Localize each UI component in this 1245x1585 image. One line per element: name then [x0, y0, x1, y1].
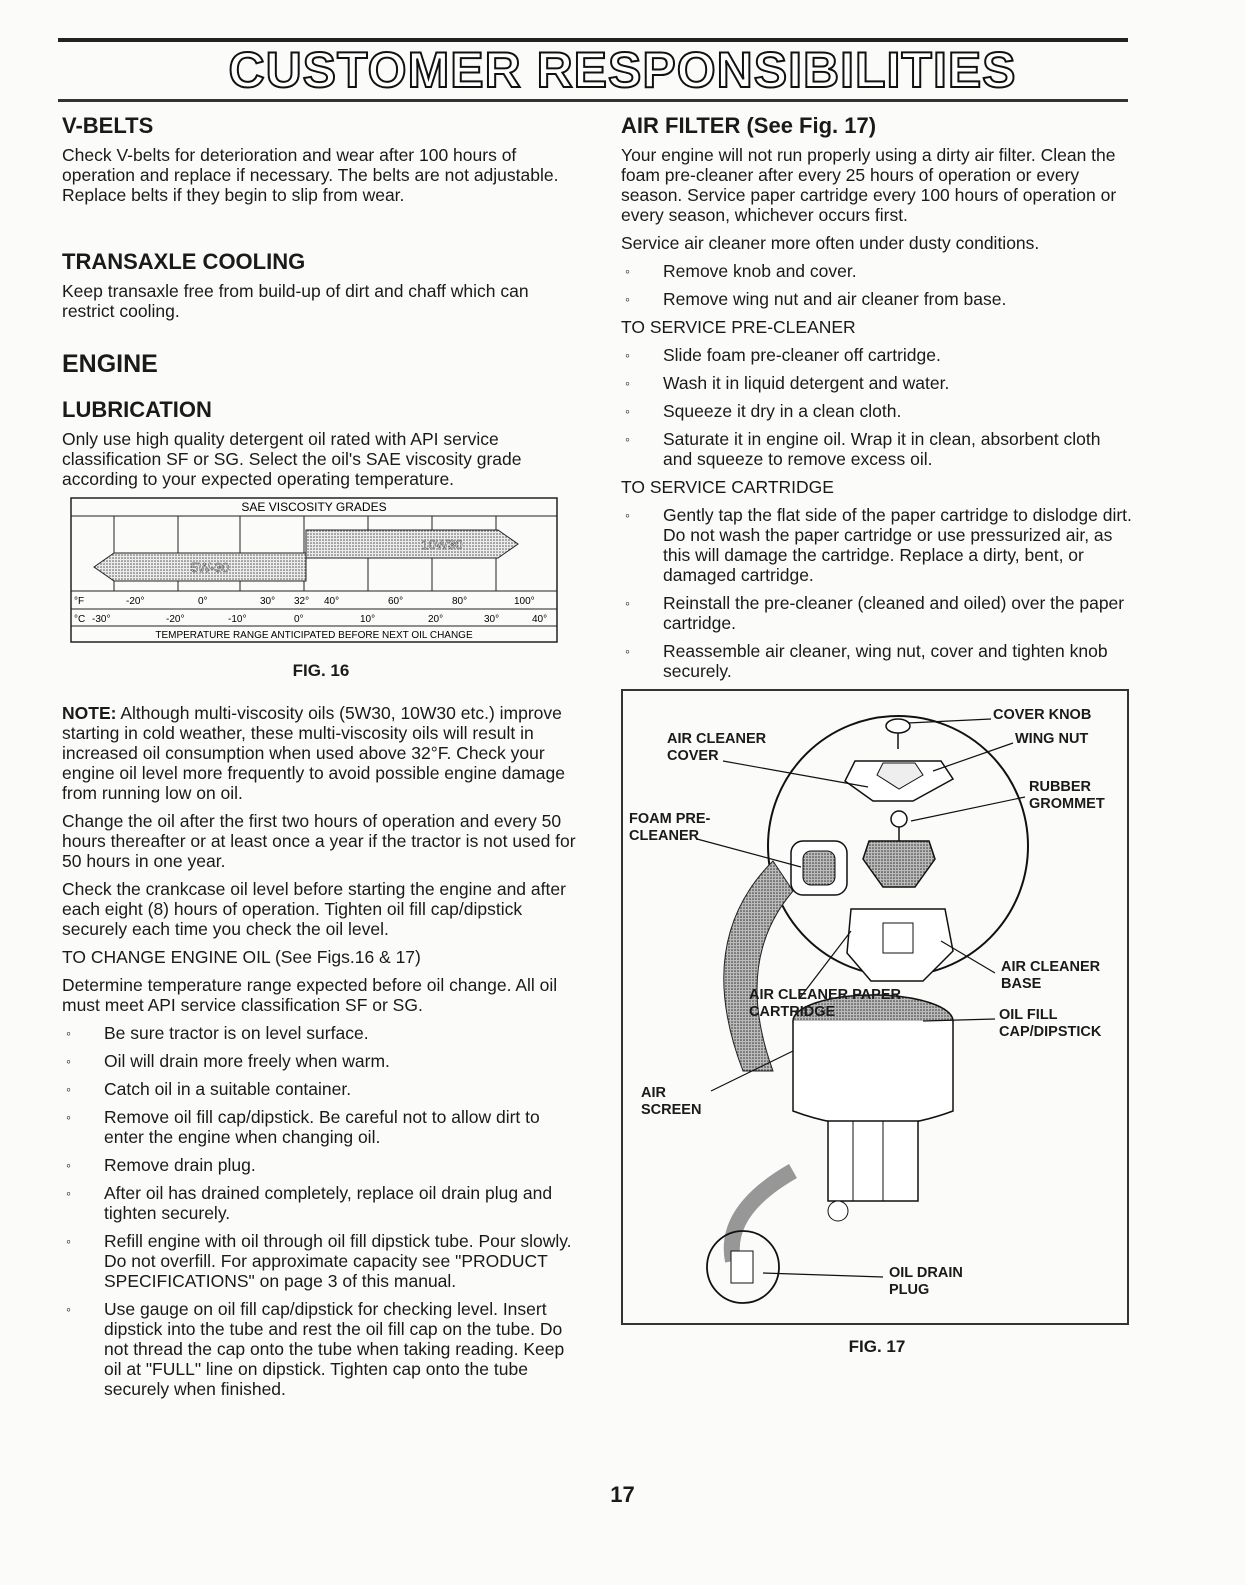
precleaner-heading: TO SERVICE PRE-CLEANER: [621, 317, 856, 337]
callout-paper-cartridge: AIR CLEANER PAPER CARTRIDGE: [749, 987, 901, 1020]
vbelts-text: Check V-belts for deterioration and wear after 100 hours of operation and replace if necessary. The belts are not adjustable. Replace belts if they begin to slip from wear.: [62, 145, 559, 205]
air-filter-dusty-text: Service air cleaner more often under dusty conditions.: [621, 233, 1040, 253]
callout-air-cleaner-base: AIR CLEANER BASE: [1001, 959, 1101, 992]
left-column: [62, 113, 580, 1407]
callout-wing-nut: WING NUT: [1015, 731, 1089, 747]
list-item: ◦ Catch oil in a suitable container.: [62, 1079, 580, 1099]
note-paragraph: [62, 703, 580, 803]
transaxle-text: Keep transaxle free from build-up of dirt and chaff which can restrict cooling.: [62, 281, 529, 321]
determine-text: Determine temperature range expected before oil change. All oil must meet API service classification SF or SG.: [62, 975, 558, 1015]
list-item: ◦ Saturate it in engine oil. Wrap it in clean, absorbent cloth and squeeze to remove excess oil.: [621, 429, 1133, 469]
list-item: ◦ Refill engine with oil through oil fill dipstick tube. Pour slowly. Do not overfill. For approximate capacity see "PRODUCT SPECIFICATIONS" on page 3 of this manual.: [62, 1231, 580, 1291]
c-tick: 30°: [484, 614, 500, 625]
cover-knob-icon: [886, 719, 910, 733]
f-tick: 40°: [324, 596, 340, 607]
c-tick: 0°: [294, 614, 304, 625]
list-item: ◦ Wash it in liquid detergent and water.: [621, 373, 1133, 393]
change-oil-heading: TO CHANGE ENGINE OIL (See Figs.16 & 17): [62, 947, 421, 967]
list-item: ◦ After oil has drained completely, replace oil drain plug and tighten securely.: [62, 1183, 580, 1223]
chart-footer: TEMPERATURE RANGE ANTICIPATED BEFORE NEXT OIL CHANGE: [155, 630, 473, 641]
list-item: ◦ Remove drain plug.: [62, 1155, 580, 1175]
list-item: ◦ Squeeze it dry in a clean cloth.: [621, 401, 1133, 421]
callout-cover-knob: COVER KNOB: [993, 707, 1092, 723]
page-title: CUSTOMER RESPONSIBILITIES: [228, 42, 1017, 98]
list-item: ◦ Remove oil fill cap/dipstick. Be careful not to allow dirt to enter the engine when changing oil.: [62, 1107, 580, 1147]
callout-air-cleaner-cover: AIR CLEANER COVER: [667, 731, 767, 764]
callout-oil-drain-plug: OIL DRAIN PLUG: [889, 1265, 963, 1298]
grade-5w30-label: 5W-30: [190, 560, 230, 575]
list-item: ◦ Remove knob and cover.: [621, 261, 1133, 281]
f-tick: 60°: [388, 596, 404, 607]
change-oil-steps: [62, 1023, 580, 1399]
change-text: Change the oil after the first two hours of operation and every 50 hours thereafter or at least once a year if the tractor is not used for 50 hours in one year.: [62, 811, 576, 871]
list-item: ◦ Oil will drain more freely when warm.: [62, 1051, 580, 1071]
list-item: ◦ Slide foam pre-cleaner off cartridge.: [621, 345, 1133, 365]
vbelts-heading: V-BELTS: [62, 113, 154, 138]
f-tick: -20°: [126, 596, 145, 607]
note-label: NOTE:: [62, 703, 117, 723]
air-filter-text: Your engine will not run properly using a dirty air filter. Clean the foam pre-cleaner after every 25 hours of operation or every season. Service paper cartridge every 100 hours of operation or every season, whichever occurs first.: [621, 145, 1117, 225]
chart-title: SAE VISCOSITY GRADES: [241, 500, 387, 514]
note-text: Although multi-viscosity oils (5W30, 10W30 etc.) improve starting in cold weather, these multi-viscosity oils will result in increased oil consumption when used above 32°F. Check your engine oil level more frequently to avoid possible engine damage from running low on oil.: [62, 703, 565, 803]
engine-block-icon: [793, 1021, 953, 1126]
lubrication-text: Only use high quality detergent oil rated with API service classification SF or SG. Select the oil's SAE viscosity grade according to your expected operating temperature.: [62, 429, 522, 489]
callout-rubber-grommet: RUBBER GROMMET: [1029, 779, 1105, 812]
c-tick: 10°: [360, 614, 376, 625]
f-label: °F: [74, 596, 85, 607]
list-item: ◦ Reassemble air cleaner, wing nut, cover and tighten knob securely.: [621, 641, 1133, 681]
f-tick: 80°: [452, 596, 468, 607]
air-filter-heading: AIR FILTER (See Fig. 17): [621, 113, 877, 138]
viscosity-chart: [70, 497, 558, 643]
engine-heading: ENGINE: [62, 350, 158, 378]
fig17-caption: FIG. 17: [848, 1337, 906, 1356]
c-tick: 20°: [428, 614, 444, 625]
callout-foam-precleaner: FOAM PRE-CLEANER: [629, 811, 711, 844]
list-item: ◦ Use gauge on oil fill cap/dipstick for checking level. Insert dipstick into the tube and rest the oil fill cap on the tube. Do not thread the cap onto the tube when taking reading. Keep oil at "FULL" line on dipstick. Tighten cap onto the tube securely when finished.: [62, 1299, 580, 1399]
lubrication-heading: LUBRICATION: [62, 397, 212, 422]
check-text: Check the crankcase oil level before starting the engine and after each eight (8) hours of operation. Tighten oil fill cap/dipstick securely each time you check the oil level.: [62, 879, 566, 939]
right-column: [621, 113, 1133, 1357]
list-item: ◦ Be sure tractor is on level surface.: [62, 1023, 580, 1043]
f-tick: 0°: [198, 596, 208, 607]
list-item: ◦ Reinstall the pre-cleaner (cleaned and oiled) over the paper cartridge.: [621, 593, 1133, 633]
rubber-grommet-icon: [891, 811, 907, 827]
title-rule: [58, 99, 1128, 102]
air-filter-steps: [621, 261, 1133, 309]
list-item: ◦ Remove wing nut and air cleaner from base.: [621, 289, 1133, 309]
precleaner-steps: [621, 345, 1133, 469]
grade-10w30-bar: [306, 530, 518, 558]
c-tick: 40°: [532, 614, 548, 625]
c-tick: -30°: [92, 614, 111, 625]
f-tick: 30°: [260, 596, 276, 607]
c-label: °C: [74, 614, 86, 625]
callout-air-screen: AIR SCREEN: [641, 1085, 702, 1118]
f-tick: 32°: [294, 596, 310, 607]
cartridge-steps: [621, 505, 1133, 681]
cartridge-heading: TO SERVICE CARTRIDGE: [621, 477, 834, 497]
f-tick: 100°: [514, 596, 535, 607]
c-tick: -10°: [228, 614, 247, 625]
c-tick: -20°: [166, 614, 185, 625]
fig17-diagram: [621, 689, 1129, 1325]
fig16-caption: FIG. 16: [292, 661, 350, 680]
list-item: ◦ Gently tap the flat side of the paper cartridge to dislodge dirt. Do not wash the paper cartridge or use pressurized air, as this will damage the cartridge. Replace a dirty, bent, or damaged cartridge.: [621, 505, 1133, 585]
paper-cartridge-icon: [863, 841, 935, 887]
page-number: 17: [610, 1482, 635, 1507]
transaxle-heading: TRANSAXLE COOLING: [62, 249, 306, 274]
callout-oil-fill-dipstick: OIL FILL CAP/DIPSTICK: [999, 1007, 1102, 1040]
grade-10w30-label: 10W30: [421, 537, 463, 552]
